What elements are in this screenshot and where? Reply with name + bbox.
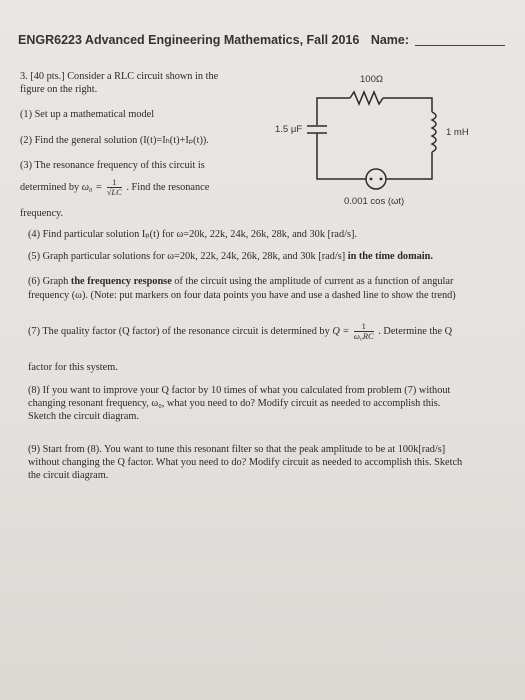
question-9-line1: (9) Start from (8). You want to tune this resonant filter so that the peak amplitude to be at 100k[rad/s] [28,444,446,455]
resistor-label: 100Ω [360,74,383,85]
course-title: ENGR6223 Advanced Engineering Mathematics, Fall 2016 [18,33,360,47]
name-label: Name: [370,33,410,47]
question-2: (2) Find the general solution (I(t)=Iₕ(t)+Iₚ(t)). [20,135,209,146]
resistor-zigzag [350,92,383,104]
ac-source-symbol [366,169,386,189]
q7-q: Q = [332,325,350,337]
q7-numerator: 1 [354,322,374,332]
problem-intro-line2: figure on the right. [20,84,98,95]
q6-pre: (6) Graph [28,276,71,287]
question-9-line2: without changing the Q factor. What you need to do? Modify circuit as needed to accomplish this. Sketch [28,457,463,468]
q7-pre: (7) The quality factor (Q factor) of the resonance circuit is determined by [28,325,333,337]
rlc-circuit-diagram [272,70,472,210]
question-3-line1: (3) The resonance frequency of this circuit is [20,160,205,171]
q3-denominator: √LC [106,187,122,197]
circuit-schematic [272,70,472,210]
q7-post: . Determine the Q [378,325,453,337]
q3-numerator: 1 [107,178,122,188]
problem-intro-line1: 3. [40 pts.] Consider a RLC circuit shown in the [20,71,219,82]
question-3-line3: frequency. [20,208,64,219]
question-8-line2: changing resonant frequency, ω₀, what you need to do? Modify circuit as needed to accomplish this. [28,398,441,409]
inductor-coil [432,112,436,152]
page-header [18,33,505,47]
source-label: 0.001 cos (ωt) [344,196,405,207]
q3-pre: determined by [20,181,82,193]
capacitor-label: 1.5 μF [275,124,303,135]
q3-omega: ω₀ = [81,181,103,193]
q3-post: . Find the resonance [126,181,210,193]
name-blank-line [415,45,505,46]
question-7-line1 [28,322,452,341]
q6-post: of the circuit using the amplitude of current as a function of angular [171,276,454,287]
wire-top-right [383,98,432,112]
q3-fraction [107,178,122,197]
question-5 [28,250,433,263]
question-3-line2 [20,178,209,197]
question-7-line2: factor for this system. [28,362,118,373]
question-6-line1 [28,275,453,288]
question-1: (1) Set up a mathematical model [20,109,155,120]
question-8-line1: (8) If you want to improve your Q factor by 10 times of what you calculated from problem (7) without [28,385,451,396]
q5-text: (5) Graph particular solutions for ω=20k, 22k, 24k, 26k, 28k, and 30k [rad/s] [28,251,348,262]
wire-bottom-left [317,140,366,179]
q6-bold: the frequency response [70,276,172,287]
source-dot-left [370,178,373,181]
q7-fraction [354,322,374,341]
question-4: (4) Find particular solution Iₚ(t) for ω=20k, 22k, 24k, 26k, 28k, and 30k [rad/s]. [28,229,357,240]
inductor-label: 1 mH [446,127,469,138]
q7-denominator: ω₀RC [353,331,374,341]
question-6-line2: frequency (ω). (Note: put markers on four data points you have and use a dashed line to show the trend) [28,290,456,301]
wire-right-down [386,152,432,179]
question-8-line3: Sketch the circuit diagram. [28,411,139,422]
wire-top-left [317,98,350,125]
q5-bold: in the time domain. [347,251,433,262]
source-dot-right [380,178,383,181]
question-9-line3: the circuit diagram. [28,470,109,481]
